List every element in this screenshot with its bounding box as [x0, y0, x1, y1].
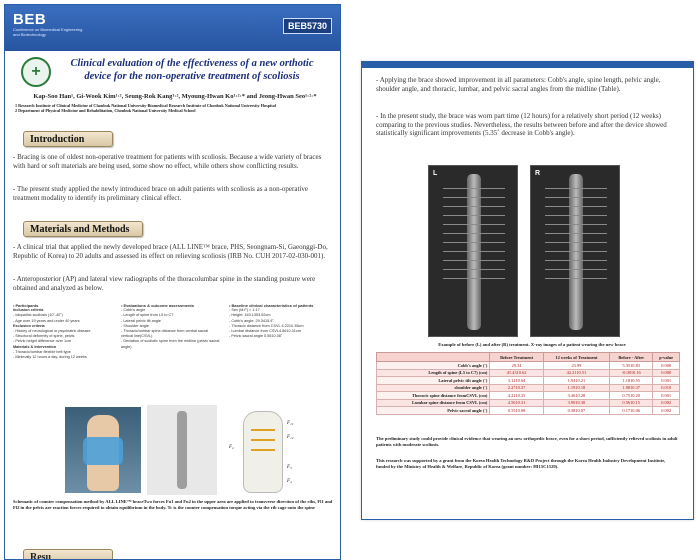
rib-line [443, 251, 505, 252]
list-item: - Deviation of scoliotic spine from the midline (pelvic sacral angle) [121, 339, 220, 349]
methods-paragraph-1: - A clinical trial that applied the newly developed brace (ALL LINE™ brace, PHS, Seongnam-Si, Gaeonggi-Do, Republic of Korea) to 20 adults and assessed its effect on relieving scoliosis (IRB No. CUH 2017-02-030-001). [13, 243, 328, 260]
table-cell: 0.7510.20 [610, 392, 653, 400]
row-label: Lumbar spine distance from CSVL (cm) [377, 399, 490, 407]
table-cell: 0.001 [653, 377, 680, 385]
table-cell: 42.2110.51 [543, 369, 609, 377]
rib-line [443, 224, 505, 225]
table-header-cell: 12 weeks of Treatment [543, 353, 609, 362]
column-heading: • Baseline clinical characteristics of patients [229, 303, 314, 308]
methods-paragraph-2: - Anteroposterior (AP) and lateral view radiographs of the thoracolumbar spine in the standing posture were obtained and analyzed as below. [13, 275, 316, 292]
list-item: Inclusion criteria [13, 308, 44, 313]
column-heading: • Evaluations & outcome assessments [121, 303, 194, 308]
table-cell: 0.000 [653, 369, 680, 377]
table-row [377, 384, 680, 392]
row-label: Lateral pelvic tilt angle (˚) [377, 377, 490, 385]
force-label: F₂ [229, 445, 234, 450]
brace-figures [65, 405, 305, 495]
table-row [377, 377, 680, 385]
table-row [377, 369, 680, 377]
row-label: Cobb's angle (˚) [377, 362, 490, 370]
rib-line [545, 278, 607, 279]
rib-line [545, 233, 607, 234]
list-item: - Height: 163.1353.92cm [229, 313, 271, 318]
list-item: - Thoracic/lumbar spine distance from central sacral vertical line(CSVL) [121, 329, 209, 339]
acknowledgement-text: This research was supported by a grant from the Korea Health Technology R&D Project through the Korea Health Industry Development Institute, funded by the Ministry of Health & Welfare, Republic of Korea (grant number: HI15C1529). [376, 458, 666, 469]
results-paragraph-1: - Applying the brace showed improvement in all parameters: Cobb's angle, spine length, pelvic angle, shoulder angle, and thoracic, lumbar, and pelvic sacral angles from the midline (Table). [376, 76, 661, 93]
page2-top-bar [362, 62, 693, 68]
section-heading-results: Resu [23, 549, 113, 560]
table-header-cell: p-value [653, 353, 680, 362]
rib-line [443, 215, 505, 216]
table-cell: 3.9010.30 [543, 399, 609, 407]
spine-schematic [147, 405, 217, 495]
table-header-cell: Before - After [610, 353, 653, 362]
rib-line [443, 233, 505, 234]
rib-line [545, 242, 607, 243]
baseline-column [229, 303, 335, 401]
list-item: - Pelvic height difference over 1cm [13, 339, 72, 344]
column-heading: • Participants [13, 303, 39, 308]
table-cell: 0.000 [653, 362, 680, 370]
rib-line [545, 224, 607, 225]
xray-after [530, 165, 620, 337]
affiliation-1: 1 Research Institute of Clinical Medicine of Chonbuk National University-Biomedical Research Institute of Chonbuk National University Hospital [15, 103, 276, 108]
force-diagram [225, 405, 305, 495]
list-item: - Minimally 12 hours a day, during 12 weeks [13, 355, 87, 360]
table-row [377, 392, 680, 400]
table-header-cell: Before Treatment [490, 353, 543, 362]
poster-page-2 [361, 61, 694, 520]
table-cell: 2.2710.37 [490, 384, 543, 392]
rib-line [545, 197, 607, 198]
evaluations-column [121, 303, 221, 401]
list-item: Materials & Intervention [13, 344, 57, 349]
conclusion-text: The preliminary study could provide clinical evidence that wearing an new orthopedic brace, even for a short period, sufficiently relieved scoliosis in adult patients with moderate scoliosis. [376, 436, 678, 447]
emblem-cross: + [31, 63, 41, 80]
rib-line [545, 188, 607, 189]
row-label: Length of spine (L5 to C7) (cm) [377, 369, 490, 377]
poster-page-1 [4, 4, 341, 560]
rib-line [443, 278, 505, 279]
xray-label-after: R [535, 170, 541, 177]
list-item: - Lateral pelvic tilt angle [121, 318, 161, 323]
list-item: - Pelvic sacral angle 0.5510.08˚ [229, 334, 283, 339]
university-emblem-icon [21, 57, 51, 87]
rib-line [443, 188, 505, 189]
table-cell: 1.9410.21 [543, 377, 609, 385]
rib-line [545, 206, 607, 207]
table-cell: 0.5510.08 [490, 407, 543, 415]
force-label: F₃ [287, 465, 292, 470]
rib-line [443, 242, 505, 243]
table-cell: -0.0810.16 [610, 369, 653, 377]
list-item: - Shoulder angle [121, 323, 149, 328]
xray-before [428, 165, 518, 337]
logo-text: BEB [13, 11, 47, 28]
table-cell: 3.4610.28 [543, 392, 609, 400]
figure-caption: Schematic of counter compensation method by ALL LINE™ braceTwo forces Fu1 and Fu2 in the upper area are applied to transverse direction of the ribs, Fl1 and Fl2 in the pelvis are reaction forces required to obtain equilibrium in the body. Tc is the counter compensation torque acting via the rib cage onto the spine [13, 499, 333, 510]
rib-line [545, 269, 607, 270]
rib-line [251, 429, 275, 431]
force-label: F₁₁ [287, 421, 294, 426]
results-paragraph-2: - In the present study, the brace was worn part time (12 hours) for a relatively short period (12 weeks) comparing to the previous studies. Nevertheless, the results between before and after the device showed statistically significant improvements (5.35˚ decrease in Cobb's angle). [376, 112, 667, 138]
torso-outline [243, 411, 283, 493]
list-item: - Thoracic/lumbar flexible belt type [13, 349, 71, 354]
table-cell: 1.0810.37 [610, 384, 653, 392]
list-item: - Cobb's angle [121, 308, 146, 313]
rib-line [443, 197, 505, 198]
table-row [377, 399, 680, 407]
table-cell: 0.002 [653, 407, 680, 415]
table-cell: 0.3810.07 [543, 407, 609, 415]
list-item: - Thoracic distance from CSVL 4.2210.35cm [229, 323, 304, 328]
list-item: - History of neurological or psychiatric disease [13, 329, 91, 334]
table-cell: 0.010 [653, 384, 680, 392]
affiliation-2: 2 Department of Physical Medicine and Rehabilitation, Chonbuk National University Medical School [15, 108, 196, 114]
list-item: - Length of spine from L5 to C7 [121, 313, 174, 318]
table-cell: 5.3510.83 [610, 362, 653, 370]
results-table [376, 352, 680, 415]
rib-line [443, 269, 505, 270]
rib-line [443, 260, 505, 261]
table-body [377, 362, 680, 415]
authors: Kap-Soo Han¹, Gi-Wook Kim¹·², Seung-Rok Kang¹·², Myoung-Hwan Ko¹·²·* and Jeong-Hwan Seo¹·²·* [33, 93, 317, 100]
poster-id-badge: BEB5730 [283, 18, 332, 34]
row-label: Thoracic spine distance fromCSVL (cm) [377, 392, 490, 400]
rib-line [251, 439, 275, 441]
poster-title: Clinical evaluation of the effectiveness of a new orthotic device for the non-operative treatment of scoliosis [70, 58, 314, 82]
brace-photo [65, 407, 141, 493]
spine-column-shape [177, 411, 187, 489]
table-row [377, 362, 680, 370]
table-cell: 4.5610.31 [490, 399, 543, 407]
force-label: F₁₂ [287, 435, 294, 440]
row-label: Pelvic sacral angle (˚) [377, 407, 490, 415]
intro-paragraph-1: - Bracing is one of oldest non-operative treatment for patients with scoliosis. Because a wide variety of braces with hard or soft materials are being used, some show no effect, while others show conflicting results. [13, 153, 322, 170]
force-label: F₄ [287, 479, 292, 484]
table-cell: 23.99 [543, 362, 609, 370]
rib-line [545, 251, 607, 252]
list-item: - Idiopathic scoliosis (10˚-40˚) [13, 313, 63, 318]
xray-label-before: L [433, 170, 438, 177]
table-cell: 0.002 [653, 399, 680, 407]
beb-logo [13, 11, 83, 37]
table-cell: 41.4310.62 [490, 369, 543, 377]
table-header-cell [377, 353, 490, 362]
list-item: - Cobb's angle: 29.3415.9˚ [229, 318, 274, 323]
list-item: - Sex (M:F) = 1:17 [229, 308, 260, 313]
list-item: - Structural deformity of spine, pelvis [13, 334, 75, 339]
rib-line [545, 260, 607, 261]
list-item: - Age over 19 years and under 40 years [13, 318, 80, 323]
table-cell: 3.1210.64 [490, 377, 543, 385]
table-cell: 1.1810.55 [610, 377, 653, 385]
intro-paragraph-2: - The present study applied the newly introduced brace on adult patients with scoliosis as a non-operative treatment modality to identify its preliminary clinical effect. [13, 185, 308, 202]
table-cell: 29.34 [490, 362, 543, 370]
table-cell: 4.2210.35 [490, 392, 543, 400]
participants-column [13, 303, 113, 401]
table-cell: 0.5610.15 [610, 399, 653, 407]
table-header-row [377, 353, 680, 362]
table-cell: 0.1710.06 [610, 407, 653, 415]
table-cell: 1.1910.18 [543, 384, 609, 392]
list-item: - Lumbar distance from CSVL4.5610.31cm [229, 329, 301, 334]
rib-line [545, 215, 607, 216]
logo-subtitle: Conference on Biomedical Engineering and Biotechnology [13, 27, 83, 37]
table-cell: 0.001 [653, 392, 680, 400]
methods-three-columns [13, 303, 335, 401]
rib-line [443, 206, 505, 207]
rib-line [251, 449, 275, 451]
row-label: shoulder angle (˚) [377, 384, 490, 392]
section-heading-introduction: Introduction [23, 131, 113, 147]
section-heading-methods: Materials and Methods [23, 221, 143, 237]
brace-belt-shape [83, 437, 123, 465]
table-row [377, 407, 680, 415]
list-item: Exclusion criteria [13, 323, 45, 328]
xray-caption: Example of before (L) and after (R) treatment. X-ray images of a patient wearing the new brace [438, 342, 626, 347]
affiliations [15, 103, 335, 113]
